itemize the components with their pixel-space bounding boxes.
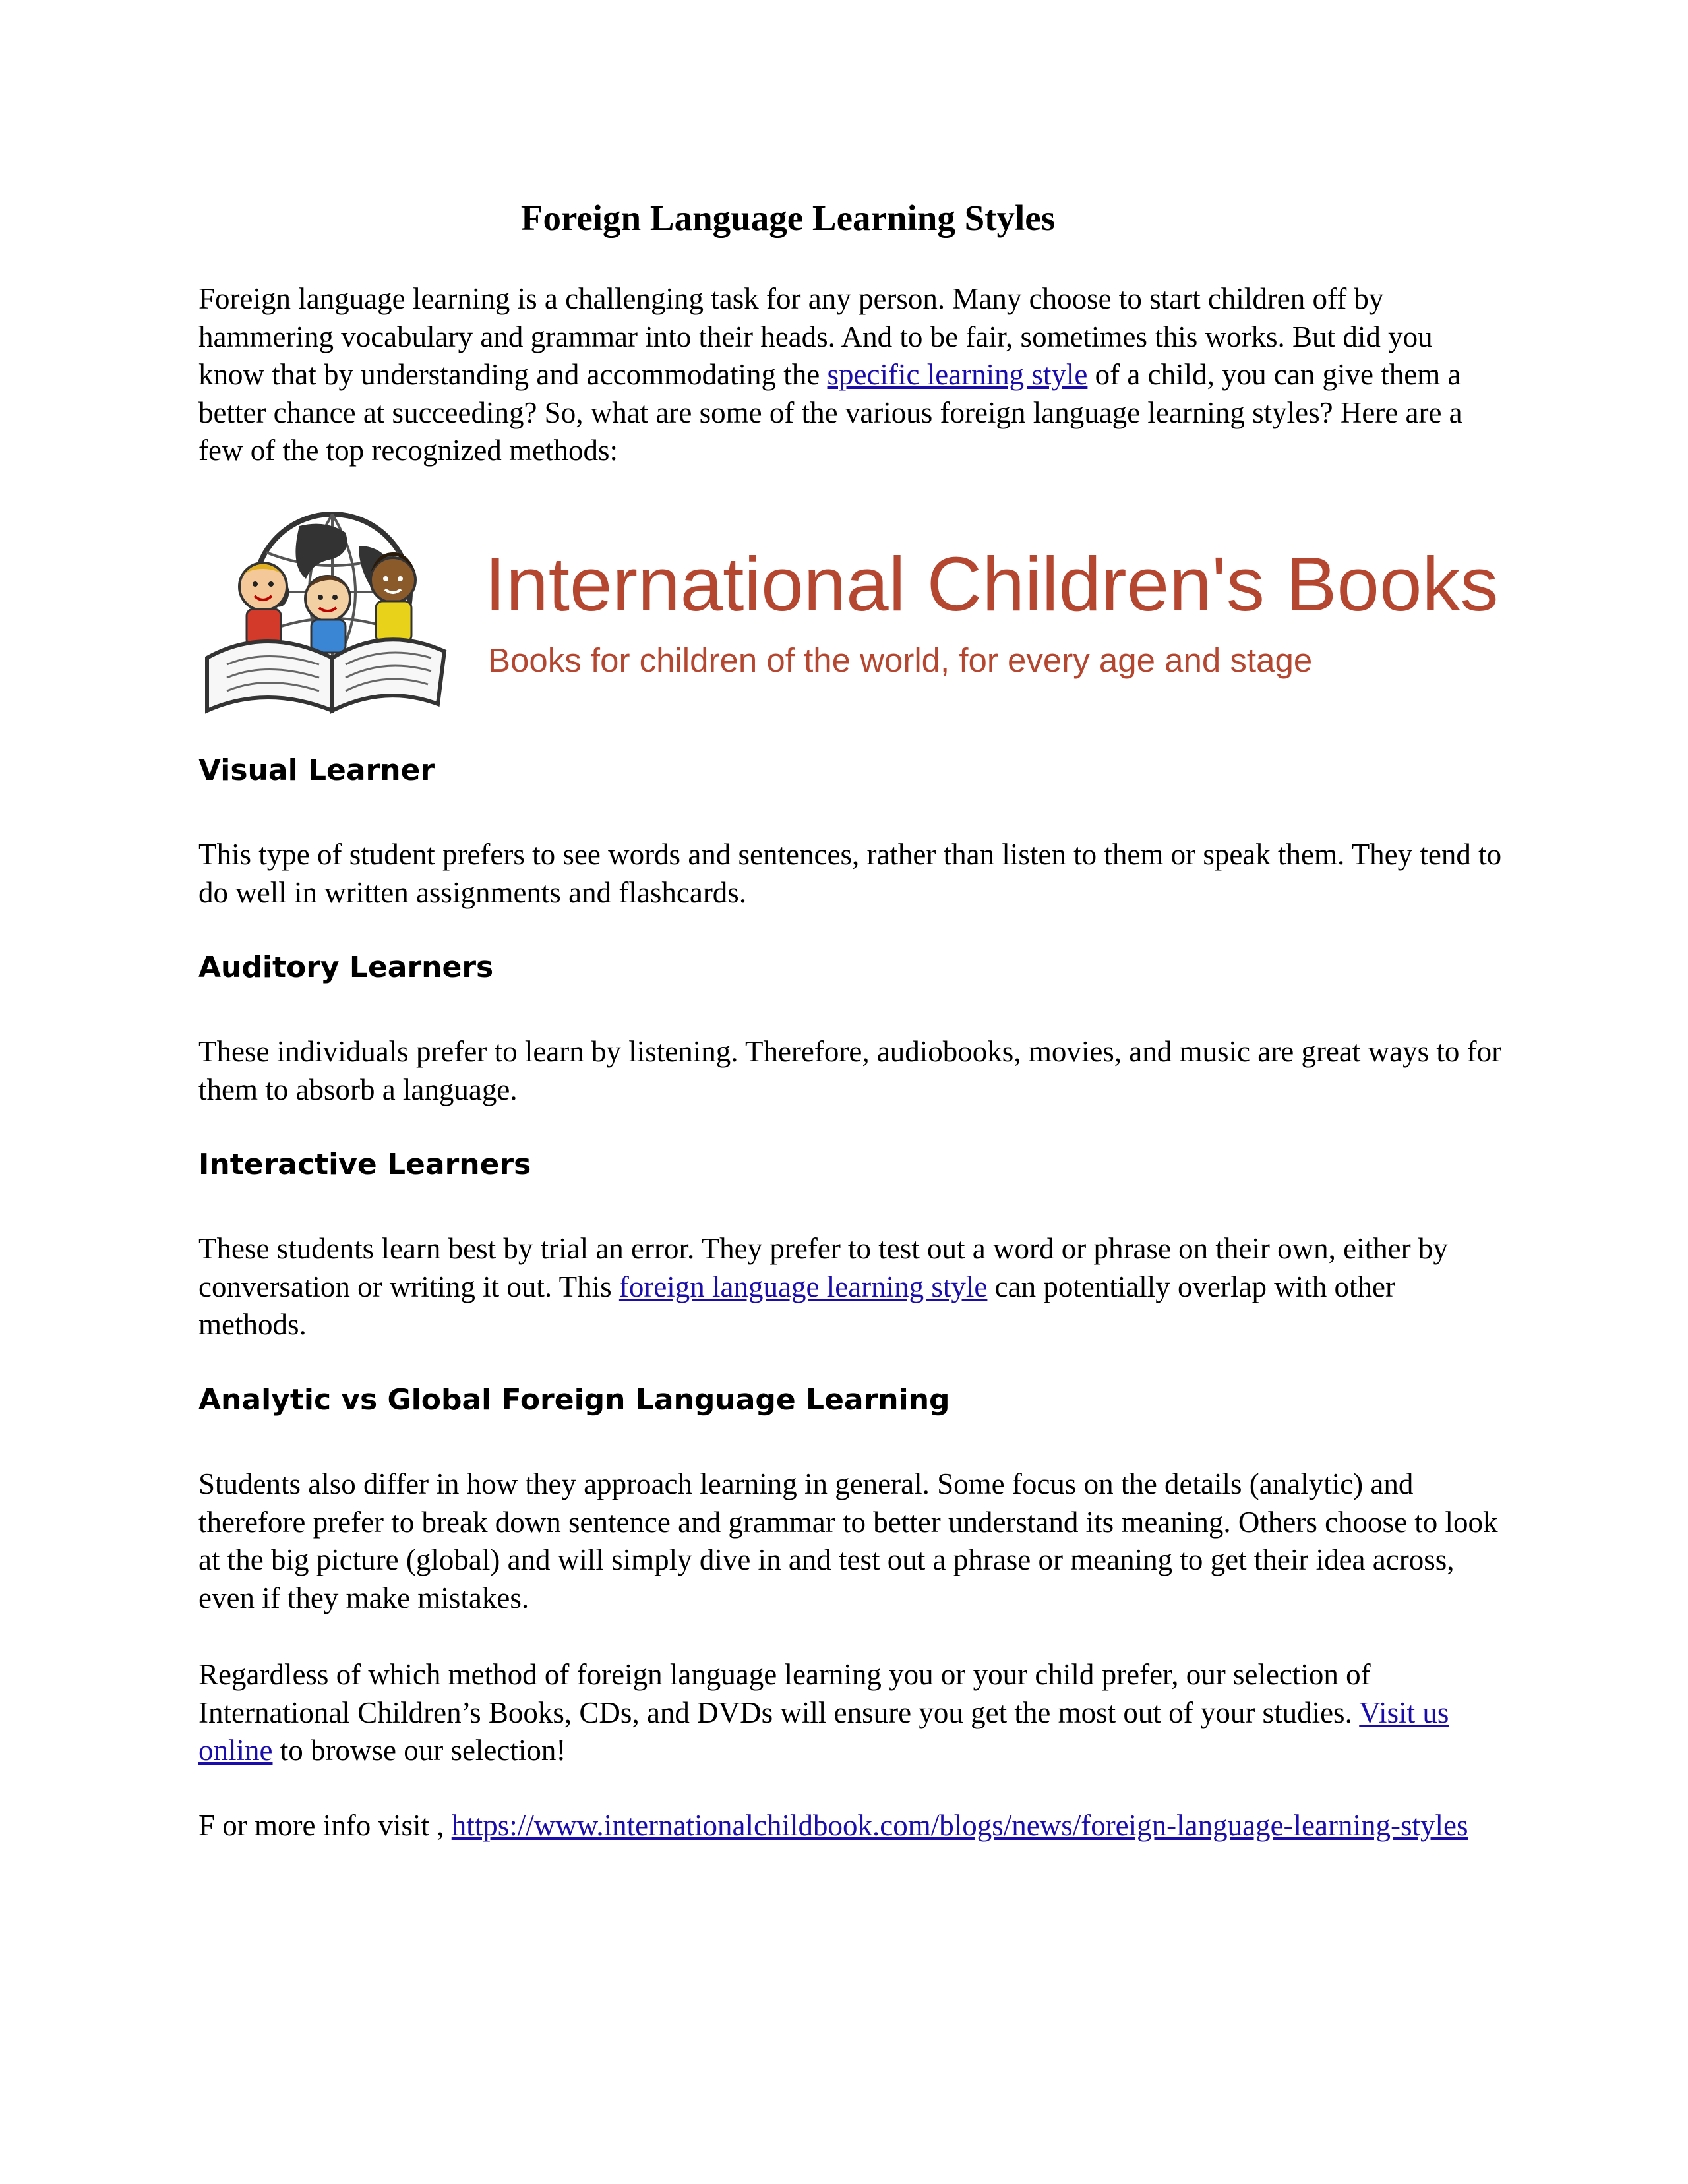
page-title: Foreign Language Learning Styles xyxy=(520,198,1056,238)
intro-text-end: of a child, you can give them a better chance at succeeding? So, what are some of the various foreign language learning styles? Here are a few of the top recognized methods: xyxy=(198,358,1462,467)
analytic-vs-global-body: Students also differ in how they approach learning in general. Some focus on the details (analytic) and therefore prefer to break down sentence and grammar to better understand its meaning. Others choose to look at the big picture (global) and will simply dive in and test out a phrase or meaning to get their idea across, even if they make mistakes. xyxy=(198,1467,1498,1614)
interactive-learners-body xyxy=(198,1230,1504,1344)
article-url-link[interactable]: https://www.internationalchildbook.com/blogs/news/foreign-language-learning-styles xyxy=(451,1809,1468,1842)
auditory-learners-body: These individuals prefer to learn by listening. Therefore, audiobooks, movies, and music are great ways to for them to absorb a language. xyxy=(198,1035,1502,1106)
closing-text-start: Regardless of which method of foreign language learning you or your child prefer, our selection of International Children’s Books, CDs, and DVDs will ensure you get the most out of your studies. xyxy=(198,1658,1371,1729)
heading-auditory-learners: Auditory Learners xyxy=(198,951,494,984)
foreign-language-learning-style-link[interactable]: foreign language learning style xyxy=(618,1270,988,1303)
heading-interactive-learners: Interactive Learners xyxy=(198,1148,531,1181)
intro-paragraph xyxy=(198,280,1504,470)
visual-learner-body: This type of student prefers to see words and sentences, rather than listen to them or speak them. They tend to do well in written assignments and flashcards. xyxy=(198,838,1502,909)
interactive-text-start: These students learn best by trial an error. They prefer to test out a word or phrase on their own, either by conversation or writing it out. This xyxy=(198,1232,1448,1303)
banner-brand-name: International Children's Books xyxy=(485,541,1499,627)
brand-banner xyxy=(198,506,1497,721)
heading-analytic-vs-global: Analytic vs Global Foreign Language Learning xyxy=(198,1383,950,1417)
interactive-text-end: can potentially overlap with other methods. xyxy=(198,1270,1395,1342)
more-info-prefix: F or more info visit , xyxy=(198,1809,452,1842)
closing-paragraph xyxy=(198,1656,1504,1770)
heading-visual-learner: Visual Learner xyxy=(198,753,435,787)
more-info-paragraph xyxy=(198,1807,1504,1845)
closing-text-end: to browse our selection! xyxy=(272,1734,566,1767)
specific-learning-style-link[interactable]: specific learning style xyxy=(827,358,1088,392)
visit-us-online-link[interactable]: Visit us online xyxy=(198,1696,1449,1767)
globe-children-book-logo-icon xyxy=(200,506,459,721)
banner-tagline: Books for children of the world, for every age and stage xyxy=(488,641,1313,679)
intro-text-start: Foreign language learning is a challenging task for any person. Many choose to start children off by hammering vocabulary and grammar into their heads. And to be fair, sometimes this works. But did you know that by understanding and accommodating the xyxy=(198,282,1433,392)
